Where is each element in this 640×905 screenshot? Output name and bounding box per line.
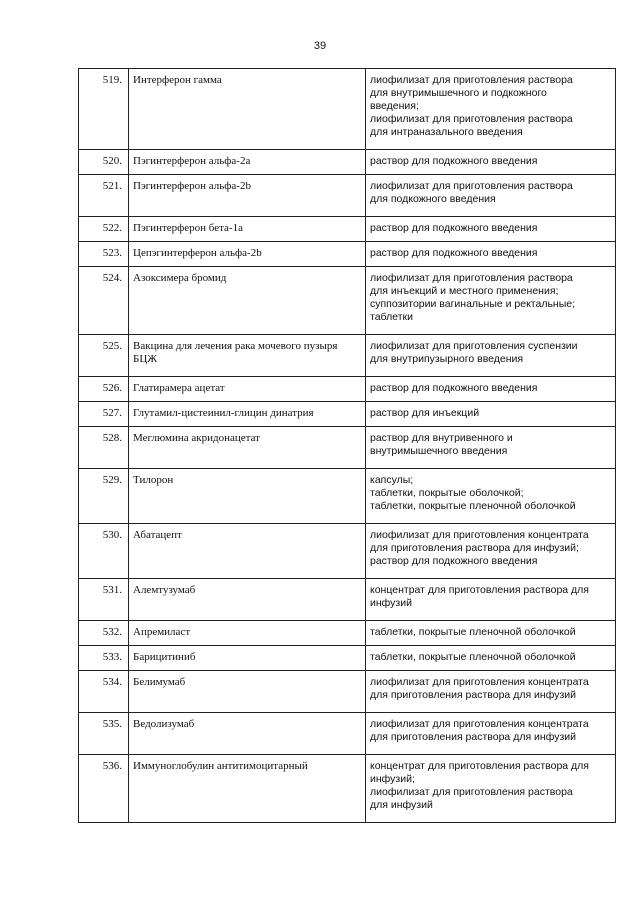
dosage-form-line: для инфузий bbox=[370, 799, 433, 811]
table-row bbox=[79, 377, 616, 402]
row-number: 529. bbox=[79, 469, 129, 524]
dosage-forms bbox=[366, 175, 616, 217]
row-number: 521. bbox=[79, 175, 129, 217]
row-number: 528. bbox=[79, 427, 129, 469]
dosage-form-line: таблетки, покрытые пленочной оболочкой bbox=[370, 500, 576, 512]
drug-name: Азоксимера бромид bbox=[129, 267, 366, 335]
dosage-forms bbox=[366, 621, 616, 646]
dosage-form-line: для приготовления раствора для инфузий bbox=[370, 689, 577, 701]
drug-name: Пэгинтерферон альфа-2а bbox=[129, 150, 366, 175]
dosage-form-line: для приготовления раствора для инфузий; bbox=[370, 542, 579, 554]
dosage-forms bbox=[366, 402, 616, 427]
drug-name: Ведолизумаб bbox=[129, 713, 366, 755]
dosage-form-line: концентрат для приготовления раствора для bbox=[370, 584, 589, 596]
drug-name: Апремиласт bbox=[129, 621, 366, 646]
dosage-forms bbox=[366, 267, 616, 335]
dosage-form-line: раствор для подкожного введения bbox=[370, 222, 538, 234]
row-number: 532. bbox=[79, 621, 129, 646]
dosage-form-line: таблетки, покрытые пленочной оболочкой bbox=[370, 651, 576, 663]
dosage-forms bbox=[366, 579, 616, 621]
dosage-form-line: таблетки, покрытые пленочной оболочкой bbox=[370, 626, 576, 638]
row-number: 527. bbox=[79, 402, 129, 427]
dosage-form-line: раствор для внутривенного и bbox=[370, 432, 513, 444]
dosage-form-line: лиофилизат для приготовления концентрата bbox=[370, 676, 589, 688]
row-number: 523. bbox=[79, 242, 129, 267]
row-number: 519. bbox=[79, 69, 129, 150]
row-number: 530. bbox=[79, 524, 129, 579]
drug-name: Барицитиниб bbox=[129, 646, 366, 671]
dosage-form-line: раствор для подкожного введения bbox=[370, 247, 538, 259]
dosage-form-line: лиофилизат для приготовления раствора bbox=[370, 272, 573, 284]
dosage-form-line: лиофилизат для приготовления раствора bbox=[370, 786, 573, 798]
dosage-form-line: лиофилизат для приготовления концентрата bbox=[370, 718, 589, 730]
drug-name: Меглюмина акридонацетат bbox=[129, 427, 366, 469]
table-row bbox=[79, 524, 616, 579]
table-row bbox=[79, 69, 616, 150]
drug-table bbox=[78, 68, 616, 823]
table-row bbox=[79, 755, 616, 823]
table-row bbox=[79, 242, 616, 267]
table-row bbox=[79, 579, 616, 621]
row-number: 534. bbox=[79, 671, 129, 713]
dosage-forms bbox=[366, 646, 616, 671]
dosage-form-line: лиофилизат для приготовления раствора bbox=[370, 113, 573, 125]
table-row bbox=[79, 267, 616, 335]
dosage-form-line: раствор для инъекций bbox=[370, 407, 480, 419]
dosage-form-line: раствор для подкожного введения bbox=[370, 555, 538, 567]
table-body bbox=[79, 69, 616, 823]
dosage-form-line: инфузий; bbox=[370, 773, 415, 785]
dosage-forms bbox=[366, 335, 616, 377]
dosage-forms bbox=[366, 671, 616, 713]
drug-name: Пэгинтерферон альфа-2b bbox=[129, 175, 366, 217]
dosage-forms bbox=[366, 469, 616, 524]
dosage-form-line: концентрат для приготовления раствора для bbox=[370, 760, 589, 772]
dosage-form-line: для инъекций и местного применения; bbox=[370, 285, 559, 297]
table-row bbox=[79, 427, 616, 469]
drug-name: Глатирамера ацетат bbox=[129, 377, 366, 402]
dosage-forms bbox=[366, 69, 616, 150]
table-row bbox=[79, 335, 616, 377]
drug-name: Глутамил-цистеинил-глицин динатрия bbox=[129, 402, 366, 427]
row-number: 522. bbox=[79, 217, 129, 242]
drug-name: Цепэгинтерферон альфа-2b bbox=[129, 242, 366, 267]
dosage-forms bbox=[366, 242, 616, 267]
dosage-form-line: капсулы; bbox=[370, 474, 414, 486]
dosage-form-line: инфузий bbox=[370, 597, 412, 609]
row-number: 533. bbox=[79, 646, 129, 671]
drug-name: Интерферон гамма bbox=[129, 69, 366, 150]
dosage-form-line: для интраназального введения bbox=[370, 126, 523, 138]
dosage-forms bbox=[366, 427, 616, 469]
row-number: 536. bbox=[79, 755, 129, 823]
drug-name: Пэгинтерферон бета-1а bbox=[129, 217, 366, 242]
table-row bbox=[79, 646, 616, 671]
dosage-form-line: для подкожного введения bbox=[370, 193, 496, 205]
drug-name: Алемтузумаб bbox=[129, 579, 366, 621]
row-number: 531. bbox=[79, 579, 129, 621]
dosage-form-line: лиофилизат для приготовления раствора bbox=[370, 74, 573, 86]
drug-name: Тилорон bbox=[129, 469, 366, 524]
dosage-form-line: лиофилизат для приготовления раствора bbox=[370, 180, 573, 192]
drug-name: Вакцина для лечения рака мочевого пузыря БЦЖ bbox=[129, 335, 366, 377]
dosage-form-line: суппозитории вагинальные и ректальные; bbox=[370, 298, 576, 310]
dosage-forms bbox=[366, 377, 616, 402]
dosage-forms bbox=[366, 217, 616, 242]
table-row bbox=[79, 713, 616, 755]
dosage-form-line: лиофилизат для приготовления концентрата bbox=[370, 529, 589, 541]
table-row bbox=[79, 175, 616, 217]
dosage-forms bbox=[366, 524, 616, 579]
dosage-forms bbox=[366, 713, 616, 755]
dosage-form-line: лиофилизат для приготовления суспензии bbox=[370, 340, 578, 352]
table-row bbox=[79, 469, 616, 524]
dosage-form-line: таблетки, покрытые оболочкой; bbox=[370, 487, 524, 499]
dosage-form-line: введения; bbox=[370, 100, 419, 112]
dosage-forms bbox=[366, 150, 616, 175]
dosage-form-line: таблетки bbox=[370, 311, 413, 323]
dosage-form-line: для внутрипузырного введения bbox=[370, 353, 524, 365]
table-row bbox=[79, 621, 616, 646]
row-number: 535. bbox=[79, 713, 129, 755]
table-row bbox=[79, 671, 616, 713]
table-row bbox=[79, 217, 616, 242]
dosage-form-line: внутримышечного введения bbox=[370, 445, 508, 457]
row-number: 520. bbox=[79, 150, 129, 175]
page-number: 39 bbox=[313, 40, 327, 52]
dosage-forms bbox=[366, 755, 616, 823]
table-row bbox=[79, 402, 616, 427]
dosage-form-line: для приготовления раствора для инфузий bbox=[370, 731, 577, 743]
table-row bbox=[79, 150, 616, 175]
row-number: 525. bbox=[79, 335, 129, 377]
dosage-form-line: раствор для подкожного введения bbox=[370, 155, 538, 167]
dosage-form-line: раствор для подкожного введения bbox=[370, 382, 538, 394]
row-number: 524. bbox=[79, 267, 129, 335]
dosage-form-line: для внутримышечного и подкожного bbox=[370, 87, 547, 99]
drug-name: Иммуноглобулин антитимоцитарный bbox=[129, 755, 366, 823]
row-number: 526. bbox=[79, 377, 129, 402]
drug-name: Абатацепт bbox=[129, 524, 366, 579]
drug-name: Белимумаб bbox=[129, 671, 366, 713]
